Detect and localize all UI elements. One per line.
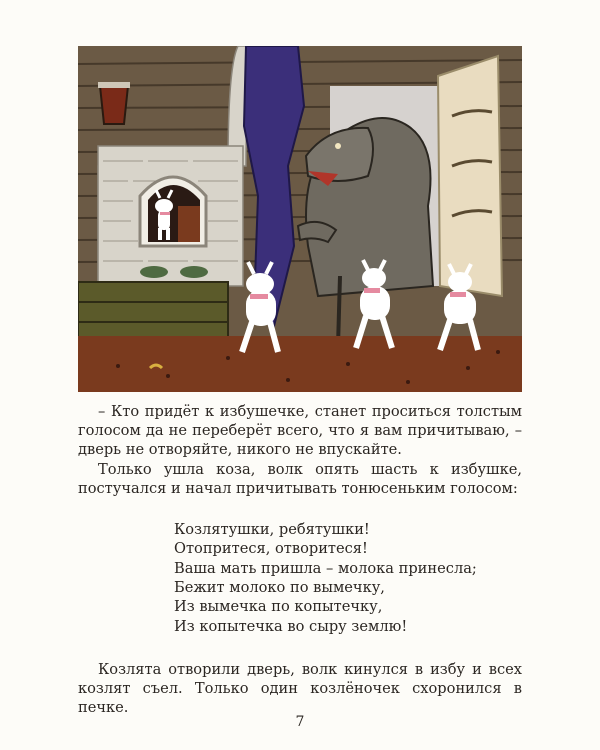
bowl-left	[140, 266, 168, 278]
poem-line: Отопритеся, отворитеся!	[174, 540, 368, 558]
stove-pot	[178, 206, 200, 242]
story-illustration	[78, 46, 522, 392]
page-number: 7	[295, 714, 305, 730]
open-door	[438, 56, 502, 296]
poem-line: Из вымечка по копытечку,	[174, 598, 383, 616]
poem-line: Из копытечка во сыру землю!	[174, 617, 408, 635]
poem-line: Ваша мать пришла – молока принесла;	[174, 559, 477, 577]
bowl-right	[180, 266, 208, 278]
floor	[78, 336, 522, 392]
paragraph-3: Козлята отворили дверь, волк кинулся в избу и всех козлят съел. Только один козлёночек схоронился в печке.	[78, 660, 522, 717]
paragraph-2: Только ушла коза, волк опять шасть к избушке, постучался и начал причитывать тонюсеньким голосом:	[78, 460, 522, 497]
bucket-shape	[100, 86, 128, 124]
poem-line: Козлятушки, ребятушки!	[174, 521, 370, 539]
story-text	[78, 402, 522, 717]
bucket-rim	[98, 82, 130, 88]
paragraph-1: – Кто придёт к избушечке, станет проситься толстым голосом да не переберёт всего, что я вам причитываю, – дверь не отворяйте, никого не впускайте.	[78, 403, 522, 459]
poem	[174, 520, 522, 636]
poem-line: Бежит молоко по вымечку,	[174, 578, 385, 596]
